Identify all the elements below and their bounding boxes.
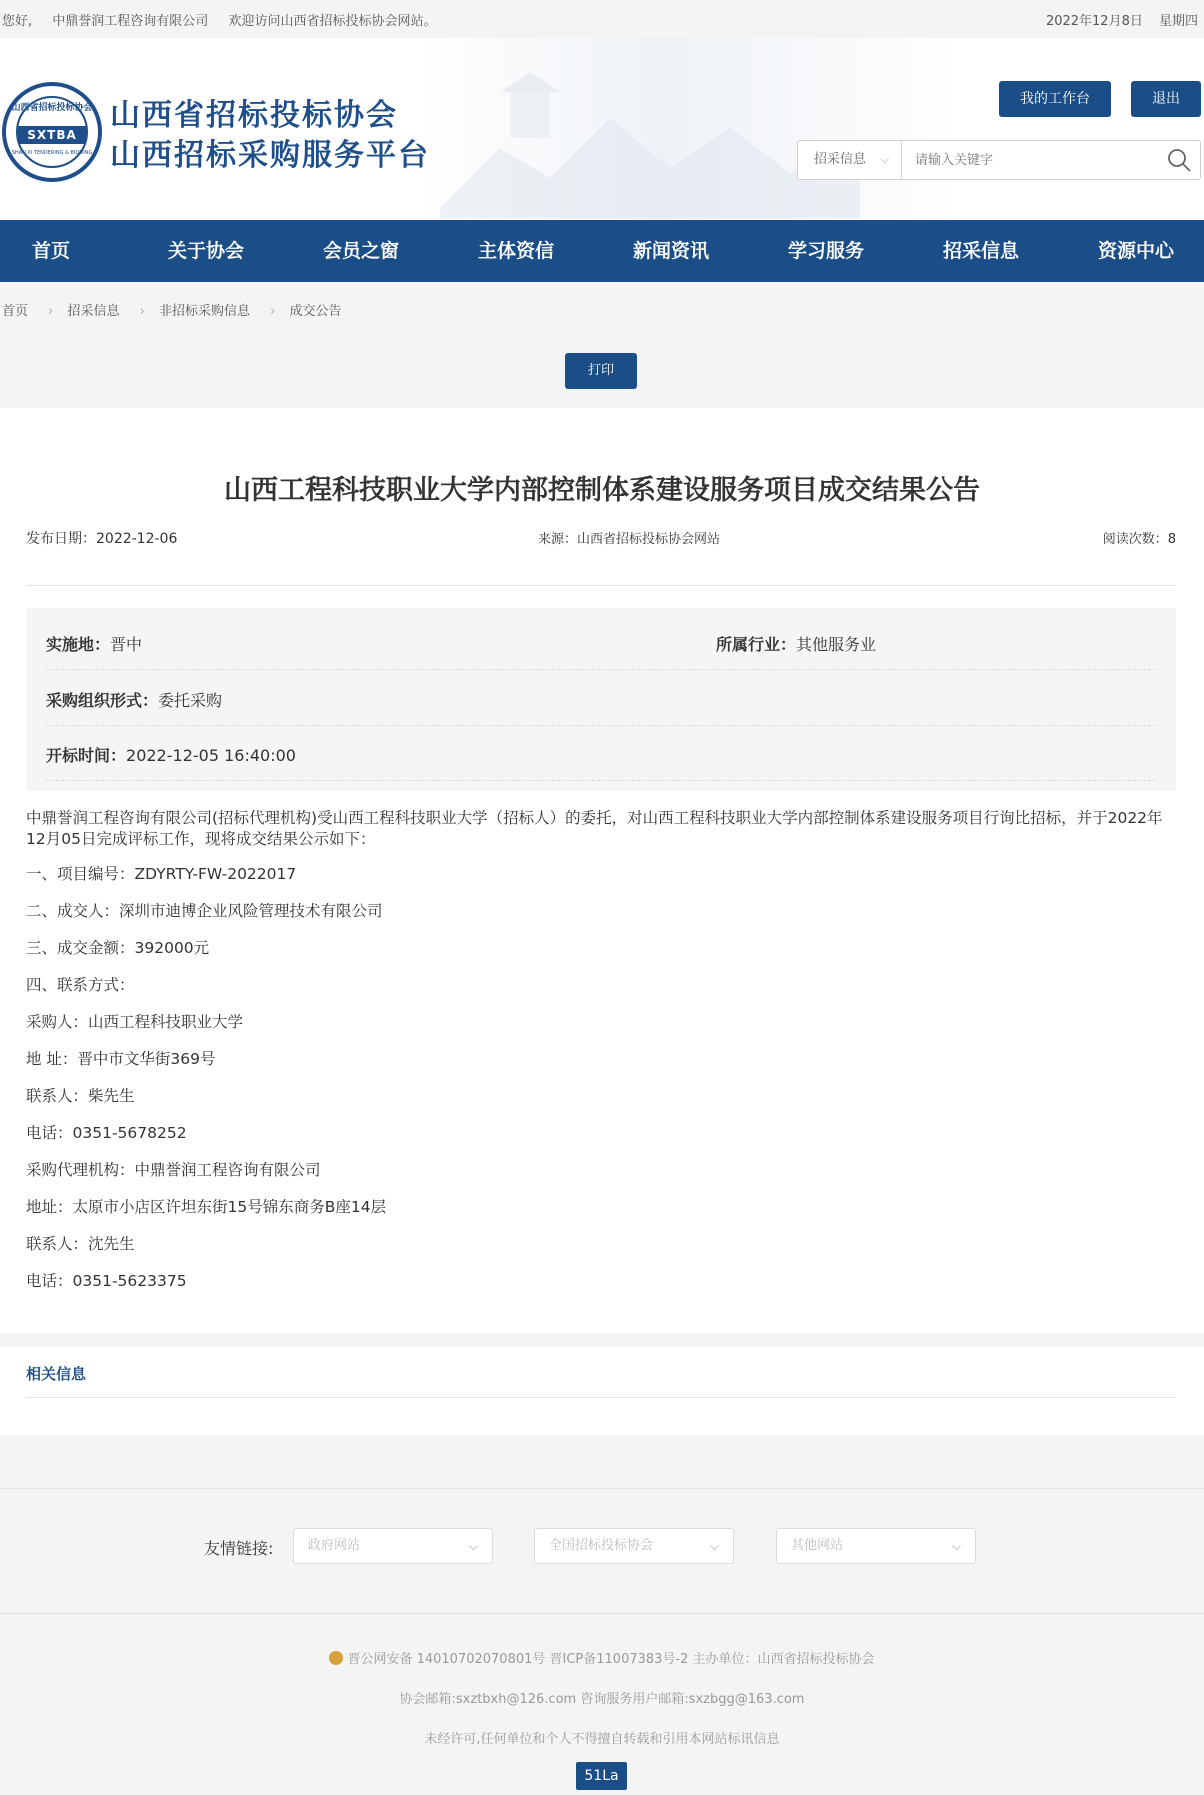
search-category-select[interactable] (798, 141, 902, 179)
article-line: 电话：0351-5678252 (26, 1124, 187, 1142)
info-open-time-value: 2022-12-05 16:40:00 (126, 746, 296, 765)
nav-item-procurement[interactable]: 招采信息 (942, 240, 1019, 262)
nav-item-home[interactable]: 首页 (31, 240, 70, 262)
article-line: 二、成交人：深圳市迪博企业风险管理技术有限公司 (26, 902, 383, 920)
footer-registration-text[interactable]: 晋公网安备 14010702070801号 晋ICP备11007383号-2 主办单位：山西省招标投标协会 (347, 1652, 875, 1667)
article-line: 采购代理机构：中鼎誉润工程咨询有限公司 (26, 1161, 321, 1179)
nav-item-about[interactable]: 关于协会 (167, 240, 244, 262)
article-line: 采购人：山西工程科技职业大学 (26, 1013, 244, 1031)
article-body (26, 808, 1176, 1308)
site-title: 山西省招标投标协会 (110, 98, 398, 133)
info-location-label: 实施地： (46, 635, 111, 654)
info-org-value: 委托采购 (158, 691, 223, 710)
logo-arc-english: SHAN XI TENDERING & BIDDING (11, 150, 93, 156)
divider (26, 1397, 1176, 1398)
search-icon[interactable] (1166, 147, 1192, 173)
breadcrumb-current[interactable]: 成交公告 (289, 304, 342, 319)
info-industry (716, 632, 876, 655)
article-line: 三、成交金额：392000元 (26, 939, 210, 957)
welcome-text: 欢迎访问山西省招标投标协会网站。 (228, 14, 437, 29)
info-open-time (46, 743, 296, 766)
info-row-divider (46, 780, 1156, 781)
chevron-right-icon: › (48, 304, 54, 319)
article-intro: 中鼎誉润工程咨询有限公司(招标代理机构)受山西工程科技职业大学（招标人）的委托，对山西工程科技职业大学内部控制体系建设服务项目行询比招标，并于2022年12月05日完成评标工作，现将成交结果公示如下： (26, 809, 1163, 848)
chevron-down-icon: ⌵ (880, 153, 889, 166)
article-line: 一、项目编号：ZDYRTY-FW-2022017 (26, 865, 297, 883)
nav-item-members[interactable]: 会员之窗 (322, 240, 399, 262)
article-line: 联系人：沈先生 (26, 1235, 135, 1253)
info-industry-label: 所属行业： (716, 635, 797, 654)
info-row-divider (46, 669, 1156, 670)
article-source: 来源：山西省招标投标协会网站 (538, 532, 721, 547)
other-sites-label: 其他网站 (791, 1538, 844, 1553)
site-subtitle: 山西招标采购服务平台 (110, 138, 430, 173)
national-assoc-label: 全国招标投标协会 (549, 1538, 654, 1553)
publish-date: 发布日期：2022-12-06 (26, 531, 178, 547)
info-industry-value: 其他服务业 (796, 635, 877, 654)
other-sites-select[interactable] (776, 1528, 976, 1564)
breadcrumb-home[interactable]: 首页 (2, 304, 29, 319)
info-box (26, 608, 1176, 791)
main-nav (0, 220, 1204, 282)
nav-item-news[interactable]: 新闻资讯 (632, 240, 709, 262)
search-input[interactable] (903, 141, 1153, 179)
article-line: 地 址：晋中市文华街369号 (26, 1050, 216, 1068)
info-org-form (46, 688, 222, 711)
info-location-value: 晋中 (110, 635, 143, 654)
chevron-right-icon: › (139, 304, 145, 319)
mountain-decoration-icon (440, 58, 860, 218)
print-button[interactable]: 打印 (565, 353, 637, 389)
chevron-right-icon: › (270, 304, 276, 319)
association-logo[interactable] (2, 82, 102, 182)
top-bar (0, 0, 1204, 38)
site-header (0, 38, 1204, 220)
search-box (797, 140, 1201, 180)
chevron-down-icon: ⌵ (709, 1539, 719, 1553)
divider (0, 1488, 1204, 1489)
nav-item-resources[interactable]: 资源中心 (1097, 240, 1174, 262)
nav-item-credit[interactable]: 主体资信 (477, 240, 554, 262)
nav-item-learning[interactable]: 学习服务 (787, 240, 864, 262)
article-line: 四、联系方式： (26, 976, 135, 994)
national-assoc-select[interactable] (534, 1528, 734, 1564)
my-workspace-button[interactable]: 我的工作台 (999, 81, 1111, 117)
top-bar-welcome (2, 10, 452, 29)
breadcrumb-procurement[interactable]: 招采信息 (67, 304, 120, 319)
company-name: 中鼎誉润工程咨询有限公司 (52, 14, 209, 29)
breadcrumb-non-tender[interactable]: 非招标采购信息 (159, 304, 251, 319)
police-badge-icon (329, 1651, 343, 1665)
breadcrumb (2, 300, 348, 319)
article-line: 联系人：柴先生 (26, 1087, 135, 1105)
footer-email: 协会邮箱:sxztbxh@126.com 咨询服务用户邮箱:sxzbgg@163.com (399, 1692, 805, 1707)
article-line: 电话：0351-5623375 (26, 1272, 187, 1290)
greeting-text: 您好, (2, 14, 33, 29)
related-info-title: 相关信息 (26, 1365, 87, 1383)
article-line: 地址：太原市小店区许坦东街15号锦东商务B座14层 (26, 1198, 387, 1216)
logout-button[interactable]: 退出 (1131, 81, 1201, 117)
divider (26, 585, 1176, 586)
logo-arc-text: 山西省招标投标协会 (11, 103, 93, 113)
top-bar-date (1034, 10, 1198, 29)
view-count: 阅读次数：8 (1102, 532, 1176, 547)
friend-links-label: 友情链接: (204, 1539, 274, 1558)
article-panel (0, 408, 1204, 1333)
logo-band-text: SXTBA (18, 126, 86, 144)
gov-sites-select[interactable] (293, 1528, 493, 1564)
footer-registration (0, 1648, 1204, 1667)
current-date: 2022年12月8日 (1045, 14, 1143, 29)
chevron-down-icon: ⌵ (951, 1539, 961, 1553)
info-open-time-label: 开标时间： (46, 746, 127, 765)
chevron-down-icon: ⌵ (468, 1539, 478, 1553)
search-category-label: 招采信息 (814, 152, 867, 167)
gov-sites-label: 政府网站 (308, 1538, 361, 1553)
info-org-label: 采购组织形式： (46, 691, 159, 710)
current-weekday: 星期四 (1158, 14, 1198, 29)
info-location (46, 632, 142, 655)
article-title: 山西工程科技职业大学内部控制体系建设服务项目成交结果公告 (224, 475, 980, 506)
divider (0, 1613, 1204, 1614)
related-info-panel (0, 1347, 1204, 1435)
info-row-divider (46, 725, 1156, 726)
stats-badge[interactable]: 51La (576, 1762, 627, 1790)
footer-copyright: 未经许可,任何单位和个人不得擅自转载和引用本网站标讯信息 (424, 1732, 780, 1747)
